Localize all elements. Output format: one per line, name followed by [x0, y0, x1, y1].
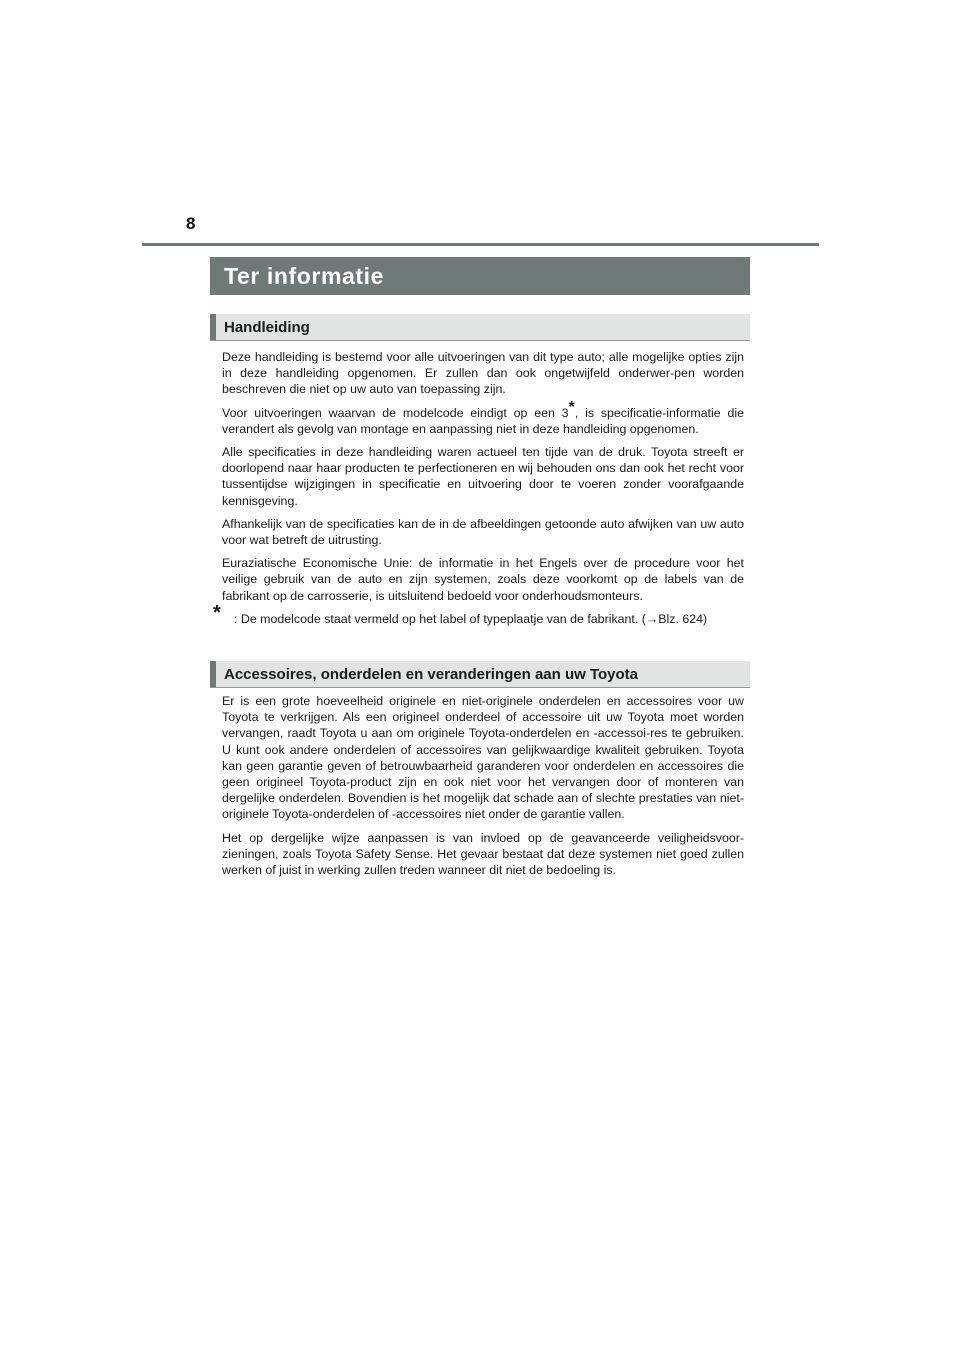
paragraph-modelcode: [222, 398, 744, 437]
paragraph: Er is een grote hoeveelheid originele en niet-originele onderdelen en accessoires voor uw Toyota te verkrijgen. Als een origineel onderdeel of accessoire uit uw Toyota moet worden vervangen, raadt Toyota u aan om originele Toyota-onderdelen en -accessoi-res te gebruiken. U kunt ook andere onderdelen of accessoires van gelijkwaardige kwaliteit gebruiken. Toyota kan geen garantie geven of betrouwbaarheid garanderen voor onderdelen en accessoires die geen origineel Toyota-product zijn en ook niet voor het vervangen door of monteren van dergelijke onderdelen. Bovendien is het mogelijk dat schade aan of slechte prestaties van niet-originele Toyota-onderdelen of -accessoires niet onder de garantie vallen.: [222, 694, 744, 822]
section-heading-handleiding: Handleiding: [210, 314, 750, 341]
section-heading-accessoires: Accessoires, onderdelen en veranderingen aan uw Toyota: [210, 661, 750, 688]
section-body-handleiding: [213, 349, 744, 634]
footnote: [213, 601, 744, 627]
page-number: 8: [186, 214, 196, 233]
paragraph: Euraziatische Economische Unie: de informatie in het Engels over de procedure voor het veilige gebruik van de auto en zijn systemen, zoals deze voorkomt op de labels van de fabrikant op de carrosserie, is uitsluitend bedoeld voor onderhoudsmonteurs.: [222, 556, 744, 603]
footnote-marker: *: [213, 601, 221, 624]
chapter-title: Ter informatie: [210, 257, 750, 295]
top-rule: [142, 243, 819, 246]
paragraph-text: Voor uitvoeringen waarvan de modelcode eindigt op een 3: [222, 405, 569, 420]
footnote-reference: *: [568, 398, 575, 416]
paragraph: Deze handleiding is bestemd voor alle uitvoeringen van dit type auto; alle mogelijke opties zijn in deze handleiding opgenomen. Er zullen dan ook ongetwijfeld onderwer-pen worden beschreven die niet op uw auto van toepassing zijn.: [222, 350, 744, 397]
paragraph: Het op dergelijke wijze aanpassen is van invloed op de geavanceerde veiligheidsvoor-zieningen, zoals Toyota Safety Sense. Het gevaar bestaat dat deze systemen niet goed zullen werken of juist in werking zullen treden wanneer dit niet de bedoeling is.: [222, 830, 744, 878]
section-body-accessoires: [222, 693, 744, 885]
paragraph: Afhankelijk van de specificaties kan de in de afbeeldingen getoonde auto afwijken van uw auto voor wat betreft de uitrusting.: [222, 516, 744, 548]
footnote-text: : De modelcode staat vermeld op het label of typeplaatje van de fabrikant. (→Blz. 624): [234, 611, 708, 626]
paragraph-text: , is specificatie-informatie die verandert als gevolg van montage en aanpassing niet in deze handleiding opgenomen.: [222, 405, 744, 436]
paragraph: Alle specificaties in deze handleiding waren actueel ten tijde van de druk. Toyota streeft er doorlopend naar haar producten te perfectioneren en wij behouden ons dan ook het recht voor tussentijdse wijzigingen in specificatie en uitvoering door te voeren zonder voorafgaande kennisgeving.: [222, 445, 744, 508]
